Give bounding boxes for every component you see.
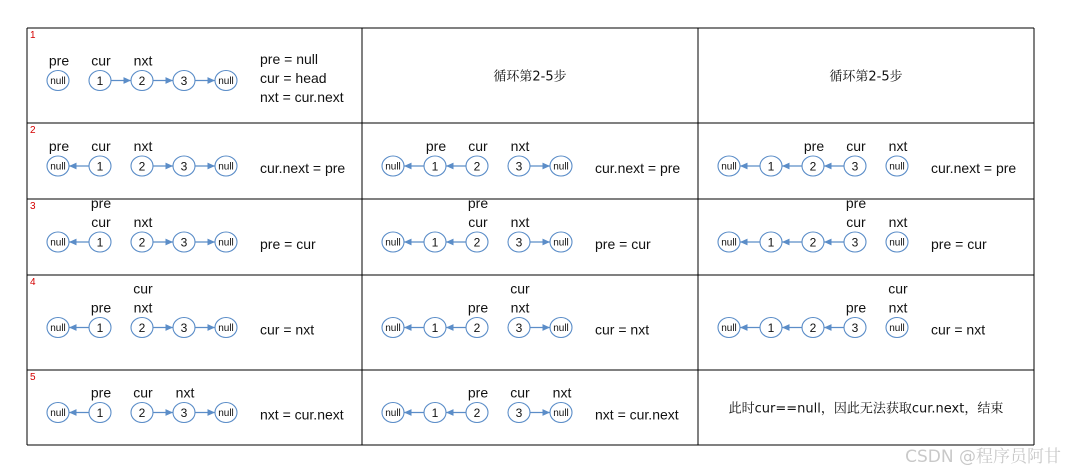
step-cell	[47, 138, 345, 176]
step-cell	[47, 281, 314, 338]
pointer-label-cur: cur	[888, 280, 908, 297]
pointer-label-cur: cur	[91, 52, 111, 69]
pointer-label-nxt: nxt	[888, 299, 908, 316]
pointer-label-nxt: nxt	[888, 138, 908, 154]
pointer-label-cur: cur	[510, 280, 530, 297]
pointer-label-pre: pre	[48, 138, 70, 154]
pointer-label-pre: pre	[90, 384, 112, 401]
pointer-label-pre: pre	[845, 195, 867, 211]
assignment-text: nxt = cur.next	[260, 89, 344, 105]
list-node-value: 3	[851, 235, 859, 250]
step-number: 5	[30, 372, 36, 383]
assignment-text: cur = head	[260, 70, 327, 86]
null-node-label: null	[218, 76, 234, 87]
cell-note: 循环第2-5步	[493, 69, 567, 85]
pointer-label-cur: cur	[846, 138, 866, 154]
list-node-value: 3	[180, 159, 188, 174]
null-node-label: null	[50, 323, 66, 334]
step-cell	[47, 385, 344, 423]
step-cell	[382, 195, 651, 252]
list-node-value: 1	[767, 159, 775, 174]
pointer-label-cur: cur	[846, 214, 866, 230]
assignment-text: cur.next = pre	[595, 160, 681, 176]
pointer-label-nxt: nxt	[133, 299, 153, 316]
pointer-label-cur: cur	[468, 138, 488, 154]
pointer-label-pre: pre	[90, 195, 112, 211]
null-node-label: null	[218, 161, 234, 173]
assignment-text: nxt = cur.next	[595, 406, 679, 423]
pointer-label-nxt: nxt	[133, 52, 153, 69]
null-node-label: null	[385, 323, 401, 334]
list-node-value: 3	[851, 321, 859, 335]
pointer-label-nxt: nxt	[133, 138, 153, 154]
null-node-label: null	[385, 237, 401, 249]
pointer-label-nxt: nxt	[510, 138, 530, 154]
assignment-text: cur = nxt	[595, 321, 650, 338]
list-node-value: 2	[473, 235, 481, 250]
pointer-label-cur: cur	[91, 138, 111, 154]
step-cell	[718, 195, 987, 252]
pointer-label-pre: pre	[803, 138, 825, 154]
null-node-label: null	[50, 161, 66, 173]
step-cell	[718, 281, 985, 338]
list-node-value: 2	[138, 74, 146, 88]
list-node-value: 1	[767, 235, 775, 250]
step-number: 3	[30, 201, 36, 212]
pointer-label-cur: cur	[510, 384, 530, 401]
list-node-value: 1	[431, 321, 439, 335]
null-node-label: null	[50, 237, 66, 249]
list-node-value: 2	[473, 406, 481, 420]
list-node-value: 2	[138, 235, 146, 250]
null-node-label: null	[889, 323, 905, 334]
list-node-value: 3	[180, 321, 188, 335]
step-cell	[382, 385, 679, 423]
null-node-label: null	[50, 76, 66, 87]
list-node-value: 3	[180, 235, 188, 250]
null-node-label: null	[721, 323, 737, 334]
assignment-text: cur = nxt	[260, 321, 315, 338]
list-node-value: 1	[96, 235, 104, 250]
list-node-value: 3	[515, 235, 523, 250]
step-number: 2	[30, 125, 36, 136]
pointer-label-cur: cur	[91, 214, 111, 230]
pointer-label-cur: cur	[468, 214, 488, 230]
list-node-value: 1	[96, 74, 104, 88]
assignment-text: cur.next = pre	[931, 160, 1017, 176]
list-node-value: 2	[138, 321, 146, 335]
null-node-label: null	[553, 408, 569, 419]
list-node-value: 3	[515, 321, 523, 335]
step-number: 1	[30, 30, 36, 41]
null-node-label: null	[218, 408, 234, 419]
pointer-label-nxt: nxt	[510, 214, 530, 230]
list-node-value: 2	[473, 159, 481, 174]
assignment-text: nxt = cur.next	[260, 406, 344, 423]
step-cell	[47, 51, 344, 105]
pointer-label-pre: pre	[467, 299, 489, 316]
null-node-label: null	[218, 323, 234, 334]
list-node-value: 2	[809, 235, 817, 250]
list-node-value: 3	[180, 406, 188, 420]
pointer-label-pre: pre	[90, 299, 112, 316]
list-node-value: 3	[851, 159, 859, 174]
pointer-label-nxt: nxt	[888, 214, 908, 230]
list-node-value: 1	[96, 159, 104, 174]
pointer-label-pre: pre	[845, 299, 867, 316]
list-node-value: 2	[809, 321, 817, 335]
list-node-value: 2	[809, 159, 817, 174]
pointer-label-nxt: nxt	[552, 384, 572, 401]
list-node-value: 1	[96, 321, 104, 335]
step-cell	[493, 69, 566, 85]
null-node-label: null	[50, 408, 66, 419]
cell-note: 此时cur==null，因此无法获取cur.next，结束	[728, 401, 1004, 417]
list-node-value: 1	[431, 159, 439, 174]
assignment-text: pre = null	[260, 51, 318, 67]
list-node-value: 3	[515, 159, 523, 174]
list-node-value: 1	[767, 321, 775, 335]
pointer-label-pre: pre	[467, 384, 489, 401]
list-node-value: 2	[138, 406, 146, 420]
pointer-label-pre: pre	[425, 138, 447, 154]
null-node-label: null	[889, 237, 905, 249]
null-node-label: null	[385, 161, 401, 173]
list-node-value: 2	[473, 321, 481, 335]
null-node-label: null	[721, 237, 737, 249]
pointer-label-nxt: nxt	[510, 299, 530, 316]
csdn-watermark: CSDN @程序员阿甘	[905, 447, 1061, 467]
step-cell	[382, 281, 649, 338]
pointer-label-pre: pre	[467, 195, 489, 211]
assignment-text: pre = cur	[260, 236, 316, 252]
list-node-value: 1	[431, 235, 439, 250]
list-node-value: 1	[96, 406, 104, 420]
step-cell	[829, 69, 902, 85]
step-cell	[729, 401, 1004, 417]
list-node-value: 2	[138, 159, 146, 174]
null-node-label: null	[553, 323, 569, 334]
pointer-label-pre: pre	[48, 52, 70, 69]
list-node-value: 3	[515, 406, 523, 420]
null-node-label: null	[553, 237, 569, 249]
assignment-text: pre = cur	[931, 236, 987, 252]
pointer-label-nxt: nxt	[175, 384, 195, 401]
table-content	[30, 30, 1016, 423]
assignment-text: cur.next = pre	[260, 160, 346, 176]
step-cell	[382, 138, 680, 176]
pointer-label-cur: cur	[133, 384, 153, 401]
step-cell	[47, 195, 316, 252]
cell-note: 循环第2-5步	[829, 69, 903, 85]
null-node-label: null	[889, 161, 905, 173]
pointer-label-nxt: nxt	[133, 214, 153, 230]
assignment-text: cur = nxt	[931, 321, 986, 338]
null-node-label: null	[385, 408, 401, 419]
list-node-value: 3	[180, 74, 188, 88]
list-node-value: 1	[431, 406, 439, 420]
null-node-label: null	[553, 161, 569, 173]
null-node-label: null	[218, 237, 234, 249]
step-number: 4	[30, 277, 36, 288]
null-node-label: null	[721, 161, 737, 173]
assignment-text: pre = cur	[595, 236, 651, 252]
pointer-label-cur: cur	[133, 280, 153, 297]
step-cell	[718, 138, 1016, 176]
